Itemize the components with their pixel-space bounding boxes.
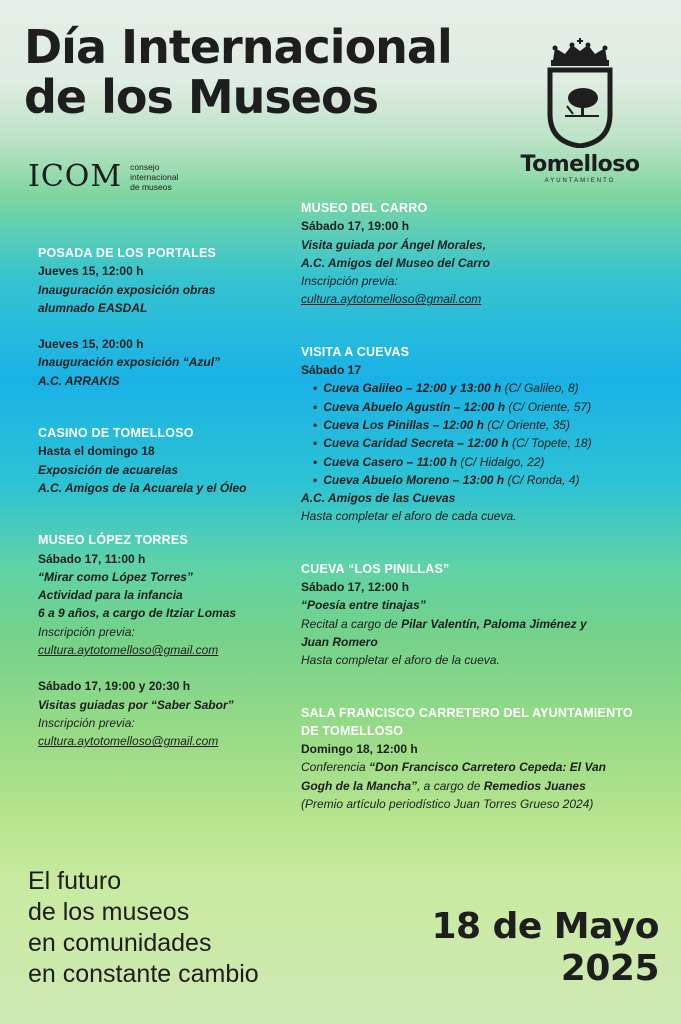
cave-list [301,379,661,489]
event-date: Sábado 17, 12:00 h [301,580,410,595]
venue-casino [38,424,288,497]
right-column [301,199,661,813]
event-line: A.C. Amigos de la Acuarela y el Óleo [38,480,247,495]
event-text: Pilar Valentín, Paloma Jiménez y [401,616,587,631]
event-text: “Don Francisco Carretero Cepeda: El Van [369,760,606,775]
event-line: alumnado EASDAL [38,300,148,315]
tomelloso-crest [518,36,642,196]
cave-name: Cueva Abuelo Agustín – 12:00 h [323,399,506,414]
event-line: A.C. Amigos del Museo del Carro [301,255,490,270]
crest-subtitle: AYUNTAMIENTO [544,178,616,184]
event-line: Inscripción previa: [38,624,135,639]
cave-address: (C/ Oriente, 57) [505,399,592,414]
list-item [313,434,661,452]
venue-carro [301,199,661,309]
icom-caption-line: consejo [130,162,160,172]
icom-logo-block [28,160,178,194]
venue-header: CASINO DE TOMELLOSO [38,426,194,441]
venue-header: DE TOMELLOSO [301,723,404,738]
cave-name: Cueva Abuelo Moreno – 13:00 h [323,472,505,487]
venue-header: SALA FRANCISCO CARRETERO DEL AYUNTAMIENTO [301,705,633,720]
date-day: 18 de Mayo [431,906,659,947]
event-date: Sábado 17, 19:00 h [301,219,410,234]
event-line: (Premio artículo periodístico Juan Torres Grueso 2024) [301,797,594,812]
slogan-line: El futuro [28,867,122,895]
venue-header: CUEVA “LOS PINILLAS” [301,561,450,576]
event-line: Visitas guiadas por “Saber Sabor” [38,697,234,712]
cave-name: Cueva Casero – 11:00 h [323,454,458,469]
event-line: Inauguración exposición “Azul” [38,355,221,370]
email-link[interactable]: cultura.aytotomelloso@gmail.com [301,292,482,307]
title-line-1: Día Internacional [24,20,452,74]
email-link[interactable]: cultura.aytotomelloso@gmail.com [38,734,219,749]
event-text: Remedios Juanes [483,778,586,793]
crest-name: Tomelloso [520,152,640,177]
page-title [24,22,452,122]
event-date: Jueves 15, 12:00 h [38,264,144,279]
date-year: 2025 [560,948,659,989]
event-text: Recital a cargo de [301,616,402,631]
event-text: Conferencia [301,760,370,775]
event-date-big [431,906,659,990]
event-text: , a cargo de [417,778,484,793]
cave-name: Cueva Galileo – 12:00 y 13:00 h [323,381,502,396]
left-column [38,244,288,751]
event-line: “Mirar como López Torres” [38,569,193,584]
slogan-line: en constante cambio [28,960,259,988]
venue-sala [301,704,661,814]
slogan-line: en comunidades [28,929,212,957]
event-line: Inscripción previa: [301,274,398,289]
event-line: A.C. ARRAKIS [38,373,120,388]
event-date: Sábado 17, 11:00 h [38,551,146,566]
venue-lopez-torres [38,531,288,750]
cave-name: Cueva Caridad Secreta – 12:00 h [323,436,509,451]
venue-header: VISITA A CUEVAS [301,344,410,359]
email-link[interactable]: cultura.aytotomelloso@gmail.com [38,643,219,658]
icom-caption [130,162,178,192]
cave-address: (C/ Hidalgo, 22) [457,454,545,469]
event-date: Jueves 15, 20:00 h [38,337,144,352]
venue-cuevas [301,343,661,526]
event-line [301,777,661,795]
icom-logo: ICOM [28,159,123,194]
event-line: Juan Romero [301,634,378,649]
venue-header: MUSEO LÓPEZ TORRES [38,533,188,548]
cave-address: (C/ Oriente, 35) [483,417,570,432]
event-line: Inscripción previa: [38,715,135,730]
cave-name: Cueva Los Pinillas – 12:00 h [323,417,484,432]
list-item [313,416,661,434]
event-line: Inauguración exposición obras [38,282,216,297]
icom-caption-line: internacional [130,172,179,182]
list-item [313,379,661,397]
event-line: Hasta completar el aforo de la cueva. [301,653,500,668]
event-line [301,615,661,633]
list-item [313,471,661,489]
cave-address: (C/ Ronda, 4) [504,472,580,487]
venue-posada [38,244,288,390]
slogan-line: de los museos [28,898,190,926]
event-line: “Poesía entre tinajas” [301,598,426,613]
venue-header: MUSEO DEL CARRO [301,201,428,215]
slogan [28,866,259,990]
venue-header: POSADA DE LOS PORTALES [38,246,217,260]
venue-pinillas [301,560,661,670]
event-date: Sábado 17, 19:00 y 20:30 h [38,679,191,694]
event-line: 6 a 9 años, a cargo de Itziar Lomas [38,606,237,621]
event-line: Actividad para la infancia [38,588,183,603]
event-line: Hasta completar el aforo de cada cueva. [301,509,517,524]
event-line: A.C. Amigos de las Cuevas [301,491,456,506]
list-item [313,453,661,471]
title-line-2: de los Museos [24,70,378,124]
event-text: Gogh de la Mancha” [301,778,418,793]
event-line: Exposición de acuarelas [38,462,179,477]
event-line: Visita guiada por Ángel Morales, [301,237,486,252]
cave-address: (C/ Galileo, 8) [501,381,579,396]
icom-caption-line: de museos [130,182,172,192]
event-line [301,758,661,776]
crest-icon [545,36,615,148]
event-date: Sábado 17 [301,363,362,378]
event-date: Domingo 18, 12:00 h [301,742,418,757]
cave-address: (C/ Topete, 18) [508,436,592,451]
event-date: Hasta el domingo 18 [38,444,155,459]
list-item [313,398,661,416]
